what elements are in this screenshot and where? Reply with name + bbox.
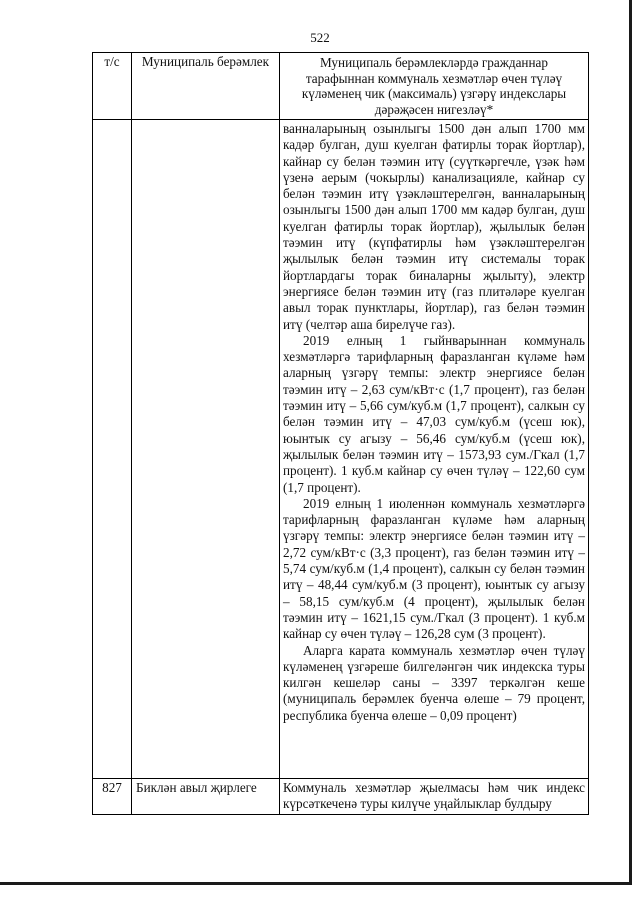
- description-paragraph: Аларга карата коммуналь хезмәтләр өчен түләү күләменең үзгәреше билгеләнгән чик индекска туры килгән кешеләр саны – 3397 теркәлгән кеше (муниципаль берәмлек буенча өлеше – 79 процент, республика буенча өлеше – 0,09 процент): [283, 642, 585, 723]
- header-num: т/с: [93, 53, 132, 120]
- table-row: [93, 779, 589, 815]
- cell-municipality: [132, 120, 280, 779]
- description-paragraph: 2019 елның 1 гыйнварыннан коммуналь хезмәтләргә тарифларның фаразланган күләме һәм аларның үзгәрү темпы: электр энергиясе белән тәэмин итү – 2,63 сум/кВт·с (1,7 процент), газ белән тәэмин итү – 5,66 сум/куб.м (1,7 процент), салкын су белән тәэмин итү – 47,03 сум/куб.м (үсеш юк), юынтык су агызу – 56,46 сум/куб.м (үсеш юк), җылылык белән тәэмин итү – 1573,93 сум./Гкал (1,7 процент). 1 куб.м кайнар су өчен түләү – 122,60 сум (1,7 процент).: [283, 332, 585, 495]
- tariff-index-table: [92, 52, 589, 815]
- cell-municipality: Биклән авыл җирлеге: [132, 779, 280, 815]
- cell-num: 827: [93, 779, 132, 815]
- header-description: Муниципаль берәмлекләрдә гражданнар тарафыннан коммуналь хезмәтләр өчен түләү күләменең чик (максималь) үзгәрү индекслары дәрәҗәсен нигезләү*: [280, 53, 589, 120]
- description-paragraph: ванналарының озынлыгы 1500 дән алып 1700 мм кадәр булган, душ куелган фатирлы торак йортлар), кайнар су белән тәэмин итү (суүткәргечле, үзәк һәм үзенә аерым (чокырлы) канализацияле, кайнар су белән тәэмин итү үзәкләштерелгән, ванналарының озынлыгы 1500 дән алып 1700 мм кадәр булган, душ куелган фатирлы торак йортлар), җылылык белән тәэмин итү (күпфатирлы һәм үзәкләштерелгән җылылык белән тәэмин итү системалы торак йортлардагы торак биналарны җылыту), электр энергиясе белән тәэмин итү (газ плитәләре куелган авыл торак пунктлары, йортлар), газ белән тәэмин итү (челтәр аша бирелүче газ).: [283, 121, 585, 332]
- header-municipality: Муниципаль берәмлек: [132, 53, 280, 120]
- cell-num: [93, 120, 132, 779]
- scan-edge-right: [629, 0, 632, 884]
- cell-description: Коммуналь хезмәтләр җыелмасы һәм чик индекс күрсәткеченә туры килүче уңайлыклар булдыру: [280, 779, 589, 815]
- description-paragraph: 2019 елның 1 июленнән коммуналь хезмәтләргә тарифларның фаразланган күләме һәм аларның үзгәрү темпы: электр энергиясе белән тәэмин итү – 2,72 сум/кВт·с (3,3 процент), газ белән тәэмин итү – 5,74 сум/куб.м (1,4 процент), салкын су белән тәэмин итү – 48,44 сум/куб.м (3 процент), юынтык су агызу – 58,15 сум/куб.м (4 процент), җылылык белән тәэмин итү – 1621,15 сум./Гкал (3 процент). 1 куб.м кайнар су өчен түләү – 126,28 сум (3 процент).: [283, 495, 585, 642]
- page-number: 522: [310, 30, 330, 45]
- scan-edge-bottom: [0, 882, 632, 885]
- table-row: [93, 120, 589, 779]
- table-header-row: [93, 53, 589, 120]
- cell-description: [280, 120, 589, 779]
